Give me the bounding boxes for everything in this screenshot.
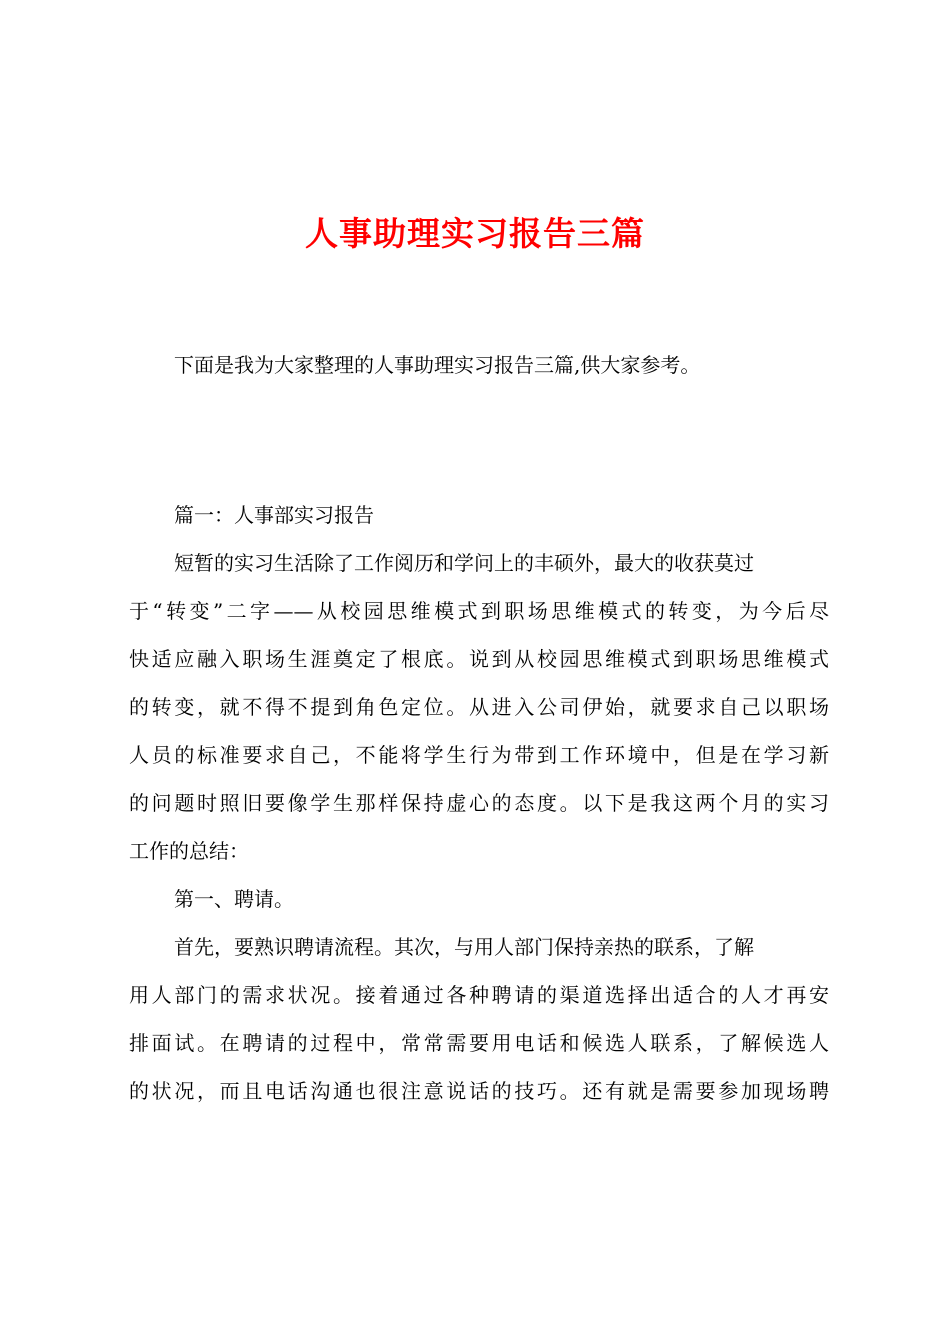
paragraph-line: 快适应融入职场生涯奠定了根底。说到从校园思维模式到职场思维模式 — [129, 647, 829, 671]
document-title: 人事助理实习报告三篇 — [305, 214, 645, 253]
paragraph-line: 短暂的实习生活除了工作阅历和学问上的丰硕外，最大的收获莫过 — [174, 551, 754, 575]
section-heading: 篇一：人事部实习报告 — [174, 503, 374, 527]
paragraph-line: 排面试。在聘请的过程中，常常需要用电话和候选人联系，了解候选人 — [129, 1031, 829, 1055]
subheading: 第一、聘请。 — [174, 887, 294, 911]
paragraph-line: 的状况，而且电话沟通也很注意说话的技巧。还有就是需要参加现场聘 — [129, 1079, 829, 1103]
paragraph-line: 的转变，就不得不提到角色定位。从进入公司伊始，就要求自己以职场 — [129, 695, 829, 719]
paragraph-line: 于“转变”二字——从校园思维模式到职场思维模式的转变，为今后尽 — [129, 599, 829, 623]
paragraph-line: 用人部门的需求状况。接着通过各种聘请的渠道选择出适合的人才再安 — [129, 983, 829, 1007]
paragraph-line: 的问题时照旧要像学生那样保持虚心的态度。以下是我这两个月的实习 — [129, 791, 829, 815]
paragraph-line: 首先，要熟识聘请流程。其次，与用人部门保持亲热的联系，了解 — [174, 935, 754, 959]
paragraph-line: 工作的总结： — [129, 839, 249, 863]
paragraph-line: 人员的标准要求自己，不能将学生行为带到工作环境中，但是在学习新 — [129, 743, 829, 767]
intro-text: 下面是我为大家整理的人事助理实习报告三篇,供大家参考。 — [174, 353, 701, 377]
